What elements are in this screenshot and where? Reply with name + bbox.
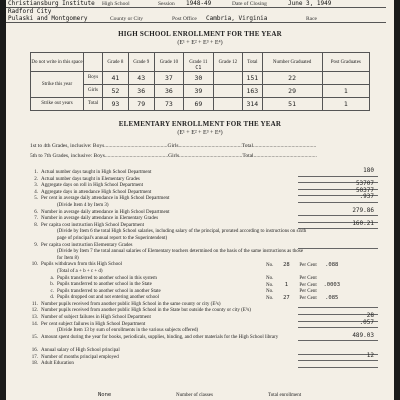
answer-line	[298, 318, 378, 329]
answer-line	[298, 361, 378, 368]
list-item	[30, 308, 386, 315]
item-text: Actual number days taught in Elementary Grades	[41, 176, 140, 182]
answer-value: 28	[366, 312, 374, 320]
answer-line	[298, 351, 378, 362]
col-header: Total	[243, 53, 262, 72]
answer-value: 12	[366, 351, 374, 359]
item-text: (Total of a + b + c + d)	[57, 268, 103, 274]
elem-enrollment-formula: (E¹ + E² + E³ + E⁴)	[177, 130, 223, 136]
cell: 51	[262, 98, 322, 111]
cell: 43	[128, 72, 154, 85]
answer-line	[298, 219, 378, 230]
list-item	[30, 276, 386, 283]
answer-value: .057	[359, 318, 374, 326]
hs-enrollment-title: HIGH SCHOOL ENROLLMENT FOR THE YEAR	[118, 30, 282, 38]
row-label: Strike out years	[31, 98, 84, 111]
item-number: c.	[50, 288, 54, 294]
cell: 29	[262, 85, 322, 98]
table-row	[31, 98, 370, 111]
no-label: No.	[266, 296, 274, 302]
answer-line	[298, 331, 378, 342]
no-percent-fields	[266, 289, 347, 296]
cell: 52	[103, 85, 129, 98]
list-item	[30, 216, 386, 223]
item-number: 6.	[34, 209, 38, 215]
no-percent-fields	[266, 276, 347, 283]
school-name: Christiansburg Institute	[8, 0, 95, 7]
item-number: 4.	[34, 189, 38, 195]
item-number: a.	[50, 275, 54, 281]
item-number: b.	[50, 282, 54, 288]
elem-row-1-4: 1st to 4th Grades, inclusive: Boys..............................................Girls..............................................Total..............................................	[30, 143, 317, 149]
percent-label: Per Cent	[299, 283, 317, 289]
county-line-2: Radford City	[8, 8, 52, 15]
item-number: 7.	[34, 216, 38, 222]
percent-label: Per Cent	[299, 288, 317, 294]
cell	[213, 98, 243, 111]
item-text: Number of months principal employed	[41, 354, 119, 360]
list-item	[30, 180, 386, 190]
header-underline-1	[6, 7, 386, 8]
answer-line	[298, 193, 378, 203]
item-number: 2.	[34, 176, 38, 182]
row-label: Strike this year	[31, 72, 84, 98]
cell	[322, 72, 369, 85]
col-header: Grade 12	[213, 53, 243, 72]
cell: 1	[322, 98, 369, 111]
item-text: (Divide Item 4 by Item 3)	[57, 202, 109, 208]
cell: 73	[154, 98, 184, 111]
cell: 41	[103, 72, 129, 85]
no-label: No.	[266, 288, 274, 294]
percent-label: Per Cent	[299, 296, 317, 302]
item-text: Per cent subject failures in High School Department	[41, 321, 146, 327]
item-text: Number of subject failures in High School Department	[41, 315, 151, 321]
cell: 36	[154, 85, 184, 98]
item-text: Pupils withdrawn from this High School	[41, 262, 122, 268]
cell: 93	[103, 98, 129, 111]
list-item	[30, 167, 386, 177]
post-office-label: Post Office	[172, 16, 197, 22]
item-number: 1.	[34, 170, 38, 175]
item-number: 3.	[34, 183, 38, 189]
closing-value: June 3, 1949	[288, 0, 332, 7]
item-number: 11.	[31, 301, 38, 307]
percent-value: .088	[325, 262, 339, 269]
item-text: Number pupils received from another public High School in the State but outside the county or city (E³s)	[41, 308, 251, 314]
answer-line	[298, 206, 378, 217]
item-text: Pupils transferred to another school in another State	[57, 288, 161, 294]
no-label: No.	[266, 283, 274, 289]
enrollment-report-page	[6, 0, 394, 400]
table-row	[31, 72, 370, 85]
list-item	[30, 193, 386, 203]
item-text: (Divide Item 13 by sum of enrollments in the various subjects offered)	[57, 328, 199, 334]
col-header: Grade 8	[103, 53, 129, 72]
cell-grade11	[184, 65, 213, 85]
col-header: Grade 11	[184, 53, 213, 72]
col-header: Grade 10	[154, 53, 184, 72]
item-text: Annual salary of High School principal	[41, 348, 120, 354]
cell	[213, 72, 243, 85]
list-item	[30, 328, 386, 335]
col-header: Post Graduates	[322, 53, 369, 72]
session-label: Session	[158, 1, 175, 7]
answer-line	[298, 243, 378, 250]
item-number: 9.	[34, 242, 38, 248]
list-item	[30, 348, 386, 355]
list-item	[30, 177, 386, 184]
list-item	[30, 249, 386, 256]
list-item	[30, 203, 386, 210]
cell: 79	[128, 98, 154, 111]
item-text: Pupils transferred to another school in this system	[57, 275, 157, 281]
cell	[213, 85, 243, 98]
school-label: High School	[102, 1, 130, 7]
col-header	[84, 53, 103, 72]
item-number: 15.	[31, 334, 38, 340]
cell: 22	[262, 72, 322, 85]
no-value: 27	[283, 295, 290, 302]
list-item	[30, 312, 386, 322]
no-label: No.	[266, 263, 274, 269]
answer-value: 50377	[355, 186, 374, 194]
closing-label: Date of Closing	[232, 1, 267, 7]
list-item	[30, 361, 386, 368]
col-header: Do not write in this space	[31, 53, 84, 72]
item-number: 5.	[34, 196, 38, 202]
item-number: 16.	[31, 348, 38, 354]
hs-enrollment-table	[30, 52, 370, 111]
item-text: Per capita cost instruction High School Department	[41, 222, 145, 228]
answer-value: 279.86	[352, 206, 374, 214]
item-text: Adult Education	[41, 361, 74, 367]
answer-value: 160.21	[352, 219, 374, 227]
elem-enrollment-title: ELEMENTARY ENROLLMENT FOR THE YEAR	[118, 120, 282, 128]
county-label: County or City	[110, 16, 144, 22]
race-label: Race	[306, 16, 317, 22]
row-sex: Total	[84, 98, 103, 111]
percent-value: .085	[325, 295, 339, 302]
list-item	[30, 341, 386, 348]
item-number: 14.	[31, 321, 38, 327]
item-number: 12.	[31, 308, 38, 314]
item-number: 8.	[34, 222, 38, 228]
item-text: Amount spent during the year for books, periodicals, supplies, binding, and other materials for the High School library	[41, 334, 279, 340]
percent-label: Per Cent	[299, 263, 317, 269]
list-item	[30, 289, 386, 296]
item-text: Per capita cost instruction Elementary Grades	[41, 242, 133, 248]
adult-ed-classes-label: Number of classes	[176, 393, 213, 398]
list-item	[30, 295, 386, 302]
elem-row-5-7: 5th to 7th Grades, inclusive: Boys..............................................Girls..............................................Total..............................................	[30, 153, 317, 159]
list-item	[30, 243, 386, 250]
item-text: Aggregate days on roll in High School Department	[41, 183, 144, 189]
cell: 314	[243, 98, 262, 111]
cell: 36	[128, 85, 154, 98]
item-text: Number in average daily attendance in High School Department	[41, 209, 170, 215]
list-item	[30, 256, 386, 263]
no-value: 1	[284, 282, 289, 289]
answer-line	[298, 167, 378, 177]
answer-value: 489.03	[352, 331, 374, 339]
percent-label: Per Cent	[299, 275, 317, 281]
cell: 69	[184, 98, 213, 111]
item-text: (Divide by Item 7 the total annual salaries of Elementary teachers determined on the basis of the same instructions as those	[57, 249, 304, 255]
answer-line	[298, 302, 378, 309]
no-label: No.	[266, 275, 274, 281]
item-number: 10.	[31, 262, 38, 268]
statistics-items	[30, 167, 386, 368]
item-text: page of principal's annual report to the Superintendent)	[57, 235, 168, 241]
cell: 39	[184, 85, 213, 98]
item-number: d.	[50, 295, 54, 301]
list-item	[30, 282, 386, 289]
item-text: Pupils dropped out and not entering another school	[57, 295, 160, 301]
hs-enrollment-formula: (E¹ + E² + E³ + E⁴)	[177, 40, 223, 46]
item-text: Pupils transferred to another school in the State	[57, 282, 152, 288]
answer-value: 53707	[355, 180, 374, 188]
item-number: 17.	[31, 354, 38, 360]
list-item	[30, 262, 386, 269]
item-text: Per cent in average daily attendance in High School Department	[41, 196, 170, 202]
no-value: 28	[283, 262, 290, 269]
item-text: for Item 8)	[57, 255, 79, 261]
header-underline-2	[6, 22, 386, 23]
item-number: 13.	[31, 315, 38, 321]
item-text: (Divide by Item 6 the total High School salaries, including salary of the principal, prorated according to instructions on sixth	[57, 229, 307, 235]
adult-ed-value: None	[98, 392, 112, 398]
item-text: Number in average daily attendance in Elementary Grades	[41, 216, 159, 222]
item-number: 18.	[31, 361, 38, 367]
adult-ed-enrollment-label: Total enrollment	[268, 393, 302, 398]
item-text: Aggregate days in attendance High School Department	[41, 189, 152, 195]
session-value: 1948-49	[186, 0, 212, 7]
list-item	[30, 206, 386, 217]
col-header: Number Graduated	[262, 53, 322, 72]
cell: 1	[322, 85, 369, 98]
list-item	[30, 229, 386, 236]
list-item	[30, 236, 386, 243]
county-line-3: Pulaski and Montgomery	[8, 15, 88, 22]
item-text: Actual number days taught in High School Department	[41, 170, 152, 175]
row-sex: Boys	[84, 72, 103, 85]
item-text: Number pupils received from another public High School in the same county or city (E²s)	[41, 301, 221, 307]
row-sex: Girls	[84, 85, 103, 98]
answer-value: 180	[363, 167, 374, 174]
answer-value: .937	[359, 193, 374, 201]
percent-value: .0003	[323, 282, 341, 289]
list-item	[30, 269, 386, 276]
post-office-value: Cambria, Virginia	[206, 15, 268, 22]
cell: 151	[243, 72, 262, 85]
cell-value: 30	[194, 74, 203, 82]
col-header: Grade 9	[128, 53, 154, 72]
cell: 163	[243, 85, 262, 98]
grade11-note: C1	[195, 65, 202, 71]
cell: 37	[154, 72, 184, 85]
